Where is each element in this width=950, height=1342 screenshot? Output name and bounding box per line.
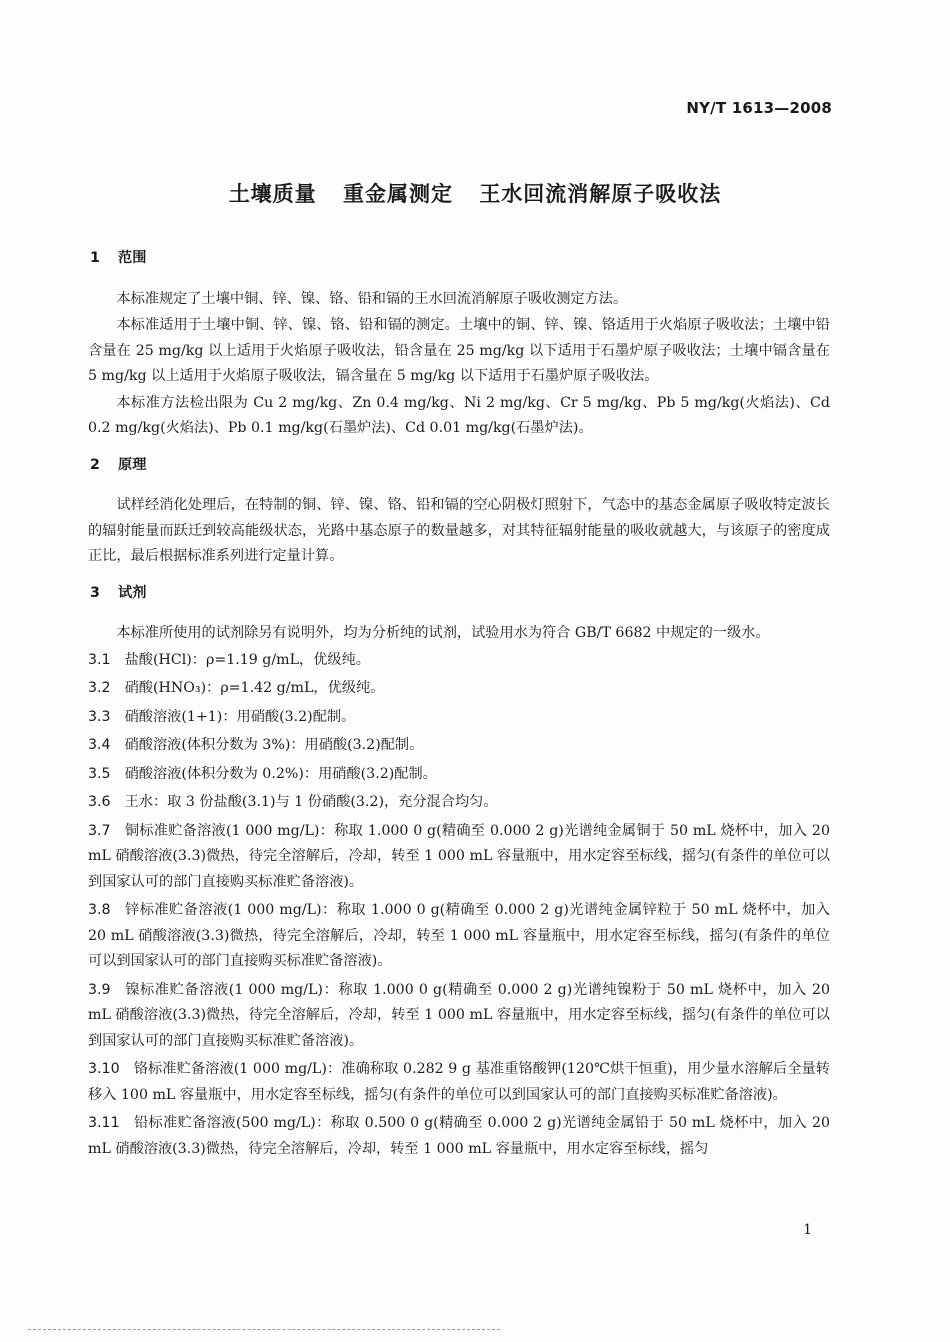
list-item [88, 1057, 830, 1108]
page-number: 1 [803, 1222, 812, 1238]
item-text: 铅标准贮备溶液(500 mg/L)：称取 0.500 0 g(精确至 0.000 2 g)光谱纯金属铅于 50 mL 烧杯中，加入 20 mL 硝酸溶液(3.3)微热，待完全溶解后，冷却，转至 1 000 mL 容量瓶中，用水定容至标线，摇匀 [88, 1115, 830, 1157]
list-item [88, 1111, 830, 1162]
item-text: 镍标准贮备溶液(1 000 mg/L)：称取 1.000 0 g(精确至 0.000 2 g)光谱纯镍粉于 50 mL 烧杯中，加入 20 mL 硝酸溶液(3.3)微热，待完全溶解后，冷却，转至 1 000 mL 容量瓶中，用水定容至标线，摇匀(有条件的单位可以到国家认可的部门直接购买标准贮备溶液)。 [88, 981, 830, 1049]
section-heading-reagents [88, 581, 830, 607]
list-item [88, 676, 830, 702]
item-text: 锌标准贮备溶液(1 000 mg/L)：称取 1.000 0 g(精确至 0.000 2 g)光谱纯金属锌粒于 50 mL 烧杯中，加入 20 mL 硝酸溶液(3.3)微热，待完全溶解后，冷却，转至 1 000 mL 容量瓶中，用水定容至标线，摇匀(有条件的单位可以到国家认可的部门直接购买标准贮备溶液)。 [88, 902, 830, 969]
item-text: 铬标准贮备溶液(1 000 mg/L)：准确称取 0.282 9 g 基准重铬酸钾(120℃烘干恒重)，用少量水溶解后全量转移入 100 mL 容量瓶中，用水定容至标线，摇匀(有条件的单位可以到国家认可的部门直接购买标准贮备溶液)。 [88, 1061, 830, 1103]
item-number: 3.11 [88, 1115, 120, 1131]
paragraph: 试样经消化处理后，在特制的铜、锌、镍、铬、铅和镉的空心阴极灯照射下，气态中的基态金属原子吸收特定波长的辐射能量而跃迁到较高能级状态，光路中基态原子的数量越多，对其特征辐射能量的吸收就越大，与该原子的密度成正比，最后根据标准系列进行定量计算。 [88, 497, 830, 564]
section-heading-scope [88, 246, 830, 272]
item-number: 3.9 [88, 981, 111, 998]
item-number: 3.7 [88, 822, 111, 839]
item-text: 盐酸(HCl)：ρ=1.19 g/mL，优级纯。 [124, 651, 370, 668]
item-number: 3.3 [88, 708, 111, 725]
item-number: 3.5 [88, 765, 111, 782]
section-heading-principle [88, 453, 830, 479]
item-number: 3.4 [88, 737, 111, 753]
item-number: 3.8 [88, 902, 111, 918]
paragraph: 本标准所使用的试剂除另有说明外，均为分析纯的试剂，试验用水为符合 GB/T 6682 中规定的一级水。 [116, 625, 770, 641]
paragraph: 本标准方法检出限为 Cu 2 mg/kg、Zn 0.4 mg/kg、Ni 2 mg/kg、Cr 5 mg/kg、Pb 5 mg/kg(火焰法)、Cd 0.2 mg/kg(火焰法)、Pb 0.1 mg/kg(石墨炉法)、Cd 0.01 mg/kg(石墨炉法)。 [88, 394, 830, 436]
document-title [0, 178, 950, 208]
section-title: 原理 [118, 456, 147, 473]
item-number: 3.6 [88, 794, 111, 810]
item-text: 铜标准贮备溶液(1 000 mg/L)：称取 1.000 0 g(精确至 0.000 2 g)光谱纯金属铜于 50 mL 烧杯中，加入 20 mL 硝酸溶液(3.3)微热，待完全溶解后，冷却，转至 1 000 mL 容量瓶中，用水定容至标线，摇匀(有条件的单位可以到国家认可的部门直接购买标准贮备溶液)。 [88, 822, 830, 890]
list-item [88, 733, 830, 759]
list-item [88, 790, 830, 816]
standard-code: NY/T 1613—2008 [686, 99, 832, 117]
list-item [88, 898, 830, 975]
paragraph: 本标准规定了土壤中铜、锌、镍、铬、铅和镉的王水回流消解原子吸收测定方法。 [116, 290, 628, 307]
list-item [88, 978, 830, 1055]
list-item [88, 819, 830, 896]
section-number: 2 [90, 456, 100, 473]
list-item [88, 648, 830, 674]
scan-edge-divider [28, 1329, 500, 1330]
list-item [88, 705, 830, 731]
item-text: 硝酸溶液(体积分数为 0.2%)：用硝酸(3.2)配制。 [124, 765, 437, 782]
section-number: 3 [90, 584, 100, 601]
section-number: 1 [90, 250, 100, 266]
section-title: 范围 [118, 250, 147, 266]
item-text: 王水：取 3 份盐酸(3.1)与 1 份硝酸(3.2)，充分混合均匀。 [124, 794, 498, 810]
item-number: 3.10 [88, 1061, 120, 1077]
document-body [88, 246, 830, 1165]
item-number: 3.2 [88, 680, 111, 696]
item-text: 硝酸溶液(1+1)：用硝酸(3.2)配制。 [124, 708, 356, 725]
title-part-1: 土壤质量 [228, 182, 317, 206]
paragraph: 本标准适用于土壤中铜、锌、镍、铬、铅和镉的测定。土壤中的铜、锌、镍、铬适用于火焰原子吸收法；土壤中铅含量在 25 mg/kg 以上适用于火焰原子吸收法，铅含量在 25 mg/kg 以下适用于石墨炉原子吸收法；土壤中镉含量在 5 mg/kg 以上适用于火焰原子吸收法，镉含量在 5 mg/kg 以下适用于石墨炉原子吸收法。 [88, 317, 830, 384]
item-text: 硝酸(HNO₃)：ρ=1.42 g/mL，优级纯。 [124, 680, 385, 696]
item-number: 3.1 [88, 651, 111, 668]
title-part-3: 王水回流消解原子吸收法 [479, 182, 722, 206]
title-part-2: 重金属测定 [343, 182, 453, 206]
item-text: 硝酸溶液(体积分数为 3%)：用硝酸(3.2)配制。 [124, 737, 424, 753]
section-title: 试剂 [118, 584, 147, 601]
list-item [88, 762, 830, 788]
